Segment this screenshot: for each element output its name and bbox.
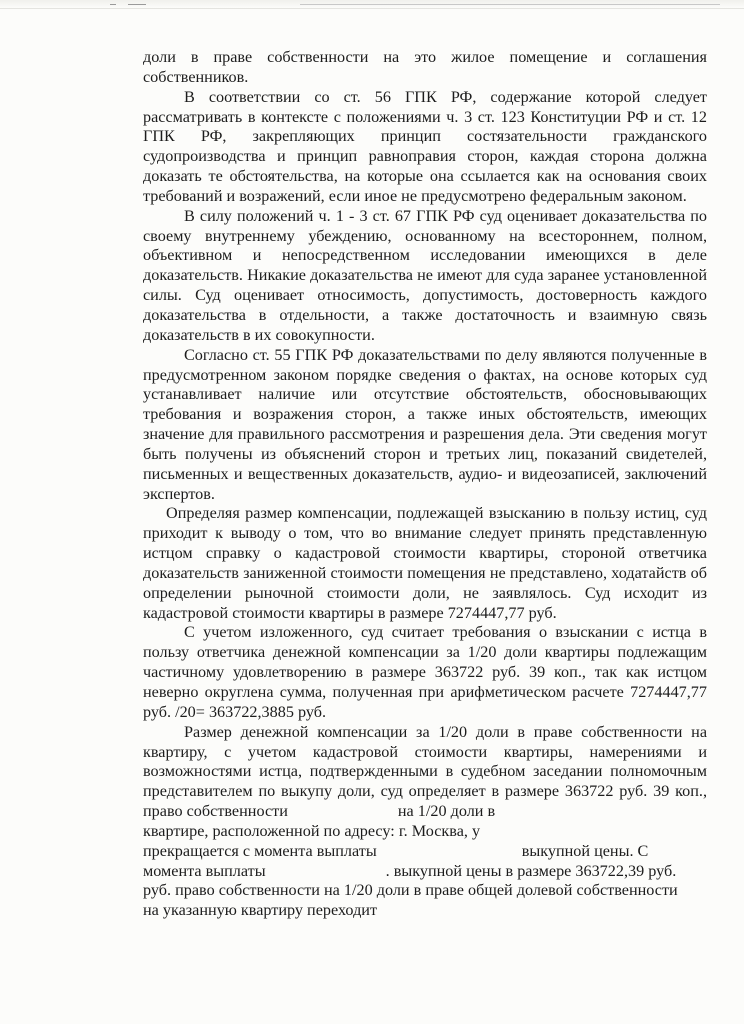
redacted-line: на указанную квартиру переходит	[143, 901, 378, 920]
line-part: выкупной цены. С	[521, 841, 649, 860]
paragraph-considering: С учетом изложенного, суд считает требования о взыскании с истца в пользу ответчика денежной компенсации за 1/20 доли квартиры подлежащим частичному удовлетворению в размере 363722 руб. 39 коп., так как истцом неверно округлена сумма, полученная при арифметическом расчете 7274447,77 руб. /20= 363722,3885 руб.	[143, 623, 707, 721]
scan-mark	[110, 4, 116, 5]
document-text	[143, 48, 707, 921]
redacted-line: руб. право собственности на 1/20 доли в праве общей долевой собственности	[143, 881, 678, 900]
line-part: момента выплаты	[143, 861, 266, 880]
amount-text: Размер денежной компенсации за 1/20 доли в праве собственности на квартиру, с учетом кадастровой стоимости квартиры, намерениями и возможностями истца, подтвержденными в судебном заседании полномочным представителем по выкупу доли, суд определяет в размере 363722 руб. 39 коп., право собственности	[143, 722, 707, 821]
paragraph-gpk-55: Согласно ст. 55 ГПК РФ доказательствами по делу являются полученные в предусмотренном законом порядке сведения о фактах, на основе которых суд устанавливает наличие или отсутствие обстоятельств, обосновывающих требования и возражения сторон, а также иных обстоятельств, имеющих значение для правильного рассмотрения и разрешения дела. Эти сведения могут быть получены из объяснений сторон и третьих лиц, показаний свидетелей, письменных и вещественных доказательств, аудио- и видеозаписей, заключений экспертов.	[143, 345, 707, 503]
paragraph-gpk-67: В силу положений ч. 1 - 3 ст. 67 ГПК РФ суд оценивает доказательства по своему внутреннему убеждению, основанному на всестороннем, полном, объективном и непосредственном исследовании имеющихся в деле доказательств. Никакие доказательства не имеют для суда заранее установленной силы. Суд оценивает относимость, допустимость, достоверность каждого доказательства в отдельности, а также достаточность и взаимную связь доказательств в их совокупности.	[143, 206, 707, 344]
redacted-line	[143, 862, 707, 882]
paragraph-gpk-56: В соответствии со ст. 56 ГПК РФ, содержание которой следует рассматривать в контексте с положениями ч. 3 ст. 123 Конституции РФ и ст. 12 ГПК РФ, закрепляющих принцип состязательности гражданского судопроизводства и принцип равноправия сторон, каждая сторона должна доказать те обстоятельства, на которые она ссылается как на основания своих требований и возражений, если иное не предусмотрено федеральным законом.	[143, 87, 707, 205]
redacted-line	[143, 842, 707, 862]
paragraph-amount	[143, 723, 707, 822]
address-text: квартире, расположенной по адресу: г. Москва, у	[143, 821, 481, 840]
amount-tail: на 1/20 доли в	[397, 802, 496, 821]
line-part: прекращается с момента выплаты	[143, 841, 377, 860]
scan-mark	[300, 4, 720, 5]
scan-mark	[128, 4, 146, 5]
paragraph-continuation: доли в праве собственности на это жилое помещение и соглашения собственников.	[143, 48, 707, 86]
redacted-line	[143, 822, 707, 842]
line-part: . выкупной цены в размере 363722,39 руб.	[385, 861, 677, 880]
paragraph-compensation: Определяя размер компенсации, подлежащей взысканию в пользу истиц, суд приходит к выводу о том, что во внимание следует принять представленную истцом справку о кадастровой стоимости квартиры, стороной ответчика доказательств заниженной стоимости помещения не представлено, ходатайств об определении рыночной стоимости доли, не заявлялось. Суд исходит из кадастровой стоимости квартиры в размере 7274447,77 руб.	[143, 504, 707, 622]
